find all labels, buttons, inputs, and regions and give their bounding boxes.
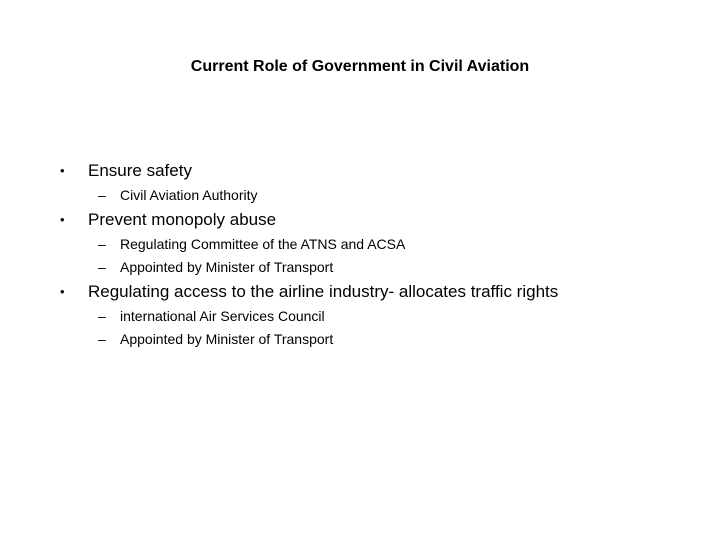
bullet-text: Ensure safety xyxy=(88,161,192,180)
sub-item-text: Civil Aviation Authority xyxy=(120,187,258,203)
dash-marker: – xyxy=(98,259,106,275)
bullet-marker: • xyxy=(60,163,65,178)
bullet-text: Regulating access to the airline industry- allocates traffic rights xyxy=(88,282,559,301)
dash-marker: – xyxy=(98,236,106,252)
sub-item-text: international Air Services Council xyxy=(120,308,325,324)
dash-marker: – xyxy=(98,308,106,324)
dash-marker: – xyxy=(98,331,106,347)
bullet-text: Prevent monopoly abuse xyxy=(88,210,277,229)
bullet-marker: • xyxy=(60,284,65,299)
sub-item-text: Regulating Committee of the ATNS and ACSA xyxy=(120,236,406,252)
bullet-marker: • xyxy=(60,212,65,227)
dash-marker: – xyxy=(98,187,106,203)
sub-item-text: Appointed by Minister of Transport xyxy=(120,259,334,275)
slide-title: Current Role of Government in Civil Aviation xyxy=(190,58,530,75)
sub-item-text: Appointed by Minister of Transport xyxy=(120,331,334,347)
